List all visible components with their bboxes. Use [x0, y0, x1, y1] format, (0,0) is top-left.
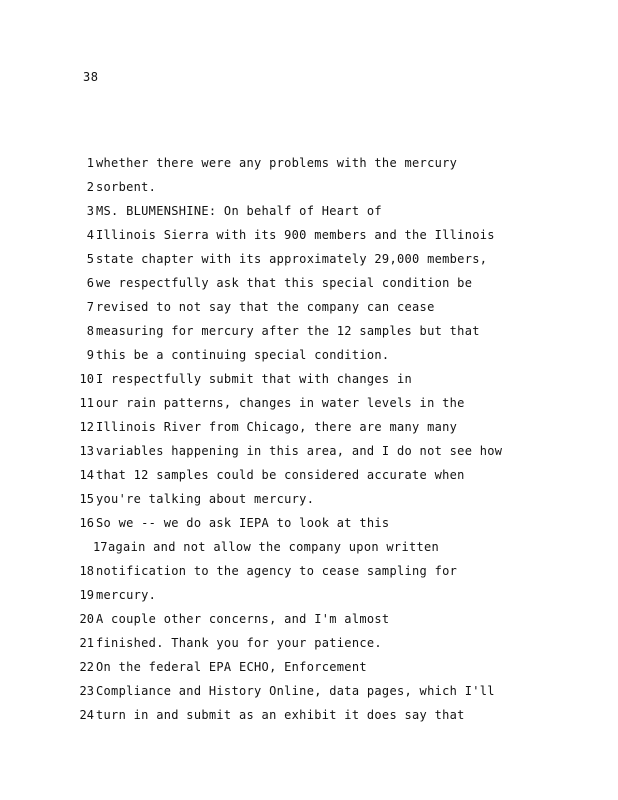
line-number: 3: [86, 204, 94, 218]
line-text: mercury.: [96, 588, 157, 602]
transcript-line: [78, 679, 578, 703]
transcript-body: [78, 151, 578, 727]
transcript-line: [78, 247, 578, 271]
line-text: you're talking about mercury.: [96, 492, 315, 506]
line-text: this be a continuing special condition.: [96, 348, 390, 362]
line-number: 6: [86, 276, 94, 290]
transcript-line: [78, 487, 578, 511]
line-text: our rain patterns, changes in water levels in the: [96, 396, 465, 410]
line-number: 13: [79, 444, 94, 458]
transcript-line: [78, 367, 578, 391]
line-number: 4: [86, 228, 94, 242]
line-text: again and not allow the company upon written: [108, 540, 440, 554]
line-number: 5: [86, 252, 94, 266]
transcript-line: [78, 535, 578, 559]
transcript-line: [78, 415, 578, 439]
line-text: MS. BLUMENSHINE: On behalf of Heart of: [96, 204, 382, 218]
line-number: 17: [93, 540, 108, 554]
transcript-line: [78, 391, 578, 415]
line-number: 23: [79, 684, 94, 698]
line-text: On the federal EPA ECHO, Enforcement: [96, 660, 367, 674]
transcript-line: [78, 559, 578, 583]
line-number: 16: [79, 516, 94, 530]
line-text: A couple other concerns, and I'm almost: [96, 612, 390, 626]
line-text: revised to not say that the company can cease: [96, 300, 435, 314]
line-text: So we -- we do ask IEPA to look at this: [96, 516, 390, 530]
line-text: Compliance and History Online, data pages, which I'll: [96, 684, 495, 698]
line-text: variables happening in this area, and I do not see how: [96, 444, 503, 458]
line-text: turn in and submit as an exhibit it does say that: [96, 708, 465, 722]
line-text: I respectfully submit that with changes in: [96, 372, 413, 386]
line-number: 24: [79, 708, 94, 722]
transcript-line: [78, 583, 578, 607]
line-number: 18: [79, 564, 94, 578]
transcript-line: [78, 295, 578, 319]
line-number: 20: [79, 612, 94, 626]
line-number: 10: [79, 372, 94, 386]
line-text: state chapter with its approximately 29,000 members,: [96, 252, 488, 266]
line-text: sorbent.: [96, 180, 157, 194]
line-number: 7: [86, 300, 94, 314]
line-text: notification to the agency to cease sampling for: [96, 564, 458, 578]
line-number: 15: [79, 492, 94, 506]
transcript-line: [78, 439, 578, 463]
line-number: 8: [86, 324, 94, 338]
line-number: 22: [79, 660, 94, 674]
transcript-line: [78, 655, 578, 679]
transcript-line: [78, 151, 578, 175]
line-text: that 12 samples could be considered accurate when: [96, 468, 465, 482]
line-text: Illinois River from Chicago, there are many many: [96, 420, 458, 434]
line-text: measuring for mercury after the 12 samples but that: [96, 324, 480, 338]
line-number: 1: [86, 156, 94, 170]
transcript-line: [78, 511, 578, 535]
line-text: we respectfully ask that this special condition be: [96, 276, 473, 290]
transcript-line: [78, 199, 578, 223]
transcript-line: [78, 343, 578, 367]
line-number: 12: [79, 420, 94, 434]
line-number: 2: [86, 180, 94, 194]
page-number: 38: [83, 70, 99, 84]
transcript-line: [78, 175, 578, 199]
line-text: Illinois Sierra with its 900 members and the Illinois: [96, 228, 495, 242]
transcript-line: [78, 319, 578, 343]
line-number: 19: [79, 588, 94, 602]
transcript-line: [78, 703, 578, 727]
transcript-line: [78, 271, 578, 295]
transcript-line: [78, 463, 578, 487]
transcript-line: [78, 607, 578, 631]
line-number: 9: [86, 348, 94, 362]
line-text: finished. Thank you for your patience.: [96, 636, 382, 650]
line-text: whether there were any problems with the mercury: [96, 156, 458, 170]
line-number: 21: [79, 636, 94, 650]
line-number: 11: [79, 396, 94, 410]
transcript-line: [78, 631, 578, 655]
line-number: 14: [79, 468, 94, 482]
transcript-line: [78, 223, 578, 247]
